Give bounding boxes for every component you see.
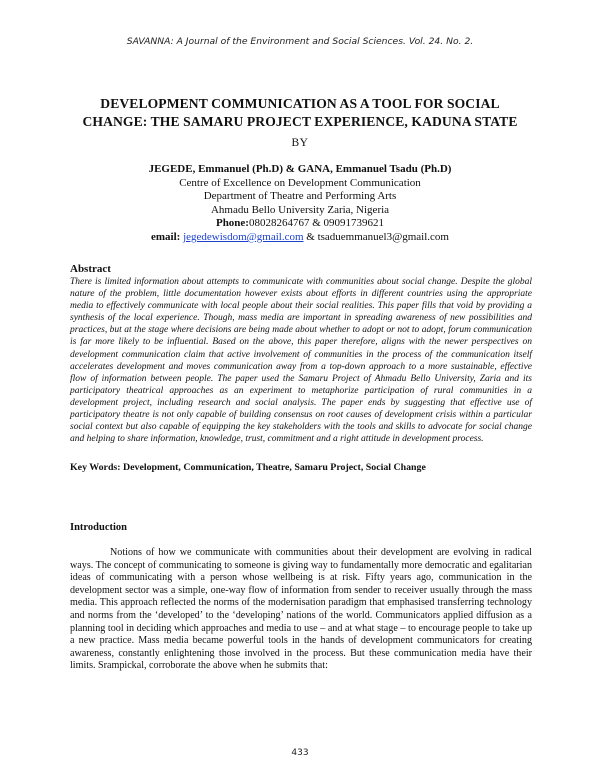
title-line-2: CHANGE: THE SAMARU PROJECT EXPERIENCE, KADUNA STATE [82,114,518,129]
email-separator: & [303,230,318,243]
email-gana: tsaduemmanuel3@gmail.com [317,230,449,243]
by-label: BY [291,137,309,149]
page-number: 433 [291,748,309,758]
affiliation-university: Ahmadu Bello University Zaria, Nigeria [210,203,390,216]
introduction-heading: Introduction [70,522,127,533]
introduction-body: Notions of how we communicate with communities about their development are evolving in radical ways. The concept of communicating to someone is giving way to fundamentally more democratic and egalitarian ideas of communicating with a person whose wellbeing is at risk. Fifty years ago, communication in the development sector was a simple, one-way flow of information from sender to receiver usually through the mass media. This approach reflected the norms of the modernisation paradigm that emphasised transferring technology and norms from the ‘developed’ to the ‘developing’ nations of the world. Communicators applied diffusion as a planning tool in deciding which approaches and media to use – and at what stage – to encourage people to take up a new practice. Mass media became powerful tools in the hands of development communicators for creating awareness, constantly enlightening those involved in the process. But these communication media have their limits. Srampickal, corroborate the above when he submits that: [70,547,532,672]
title-line-1: DEVELOPMENT COMMUNICATION AS A TOOL FOR SOCIAL [100,96,500,111]
email-label: email: [151,230,181,243]
email-link-jegede[interactable]: jegedewisdom@gmail.com [183,230,304,243]
abstract-heading: Abstract [70,263,111,275]
phone-line [80,217,520,231]
abstract-body: There is limited information about attempts to communicate with communities about social change. Despite the global nature of the problem, little documentation however exists about efforts in different countries using the appropriate media to effectively communicate with local people about their social realities. This paper fills that void by providing a synthesis of the local experience. Though, mass media are important in spreading awareness of new possibilities and practices, but at the stage where decisions are being made about whether to adopt or not to adopt, forum communication is far more likely to be influential. Based on the above, this paper therefore, aligns with the newer perspectives on development communication claim that active involvement of communities in the process of the communication itself accelerates development and moves communication away from a top-down approach to a more sustainable, effective flow of information between people. The paper used the Samaru Project of Ahmadu Bello University, Zaria and its participatory theatrical approaches as an experiment to metaphorize participation of rural communities in a development project, including research and social analysis. The paper ends by suggesting that effective use of participatory theatre is not only capable of building consensus on root causes of development crisis within a particular social context but also capable of equipping the key stakeholders with the tools and skills to advocate for social change and helping to share information, knowledge, trust, commitment and a right attitude in development process. [70,277,532,445]
affiliation-centre: Centre of Excellence on Development Communication [179,176,421,189]
paper-title [60,95,540,131]
author-names: JEGEDE, Emmanuel (Ph.D) & GANA, Emmanuel Tsadu (Ph.D) [148,163,452,175]
keywords: Key Words: Development, Communication, Theatre, Samaru Project, Social Change [70,462,426,473]
running-head: SAVANNA: A Journal of the Environment and Social Sciences. Vol. 24. No. 2. [126,36,474,47]
phone-label: Phone: [215,217,249,230]
author-block [80,163,520,245]
phone-numbers: 08028264767 & 09091739621 [248,217,385,230]
affiliation-department: Department of Theatre and Performing Arts [203,190,397,203]
email-line [80,231,520,245]
